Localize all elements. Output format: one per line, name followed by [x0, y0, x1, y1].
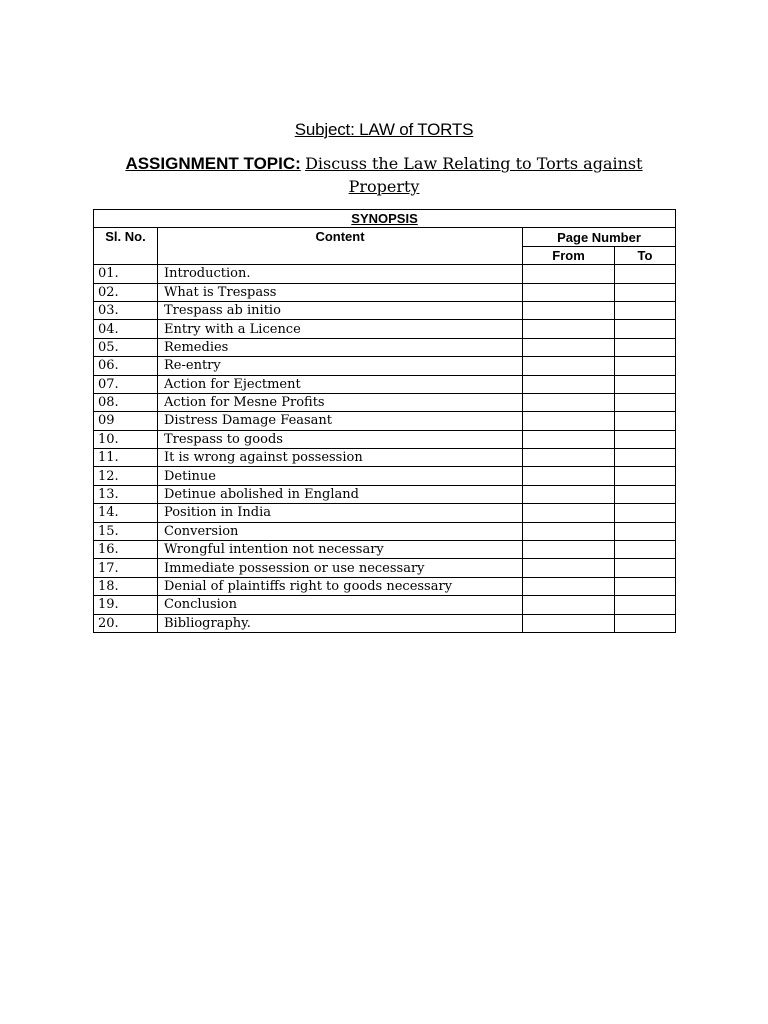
row-page-from	[523, 541, 615, 559]
row-number: 05.	[94, 338, 158, 356]
row-number: 17.	[94, 559, 158, 577]
row-page-from	[523, 485, 615, 503]
row-content: Position in India	[158, 504, 523, 522]
table-row	[94, 449, 676, 467]
row-number: 20.	[94, 614, 158, 632]
row-page-from	[523, 283, 615, 301]
table-row	[94, 614, 676, 632]
row-page-from	[523, 393, 615, 411]
row-page-from	[523, 559, 615, 577]
row-content: Denial of plaintiffs right to goods necessary	[158, 577, 523, 595]
assignment-topic-label: ASSIGNMENT TOPIC:	[125, 154, 301, 173]
row-number: 12.	[94, 467, 158, 485]
table-row	[94, 467, 676, 485]
row-content: Distress Damage Feasant	[158, 412, 523, 430]
row-page-from	[523, 301, 615, 319]
table-row	[94, 375, 676, 393]
row-number: 14.	[94, 504, 158, 522]
row-page-from	[523, 522, 615, 540]
row-page-to	[615, 412, 676, 430]
column-header-to: To	[615, 246, 676, 264]
row-page-to	[615, 614, 676, 632]
table-row	[94, 541, 676, 559]
row-number: 06.	[94, 357, 158, 375]
synopsis-rows	[94, 265, 676, 633]
row-page-to	[615, 283, 676, 301]
table-row	[94, 559, 676, 577]
table-row	[94, 393, 676, 411]
row-number: 03.	[94, 301, 158, 319]
row-content: Trespass ab initio	[158, 301, 523, 319]
row-content: Action for Ejectment	[158, 375, 523, 393]
row-page-from	[523, 265, 615, 283]
row-content: Conversion	[158, 522, 523, 540]
row-number: 11.	[94, 449, 158, 467]
subject-heading: Subject: LAW of TORTS	[294, 120, 474, 139]
row-content: Action for Mesne Profits	[158, 393, 523, 411]
row-content: Conclusion	[158, 596, 523, 614]
row-page-from	[523, 614, 615, 632]
table-row	[94, 412, 676, 430]
table-row	[94, 283, 676, 301]
row-number: 07.	[94, 375, 158, 393]
row-number: 19.	[94, 596, 158, 614]
row-number: 16.	[94, 541, 158, 559]
table-row	[94, 430, 676, 448]
row-page-to	[615, 265, 676, 283]
row-page-to	[615, 338, 676, 356]
table-row	[94, 301, 676, 319]
row-content: Remedies	[158, 338, 523, 356]
row-number: 09	[94, 412, 158, 430]
row-page-to	[615, 522, 676, 540]
row-page-from	[523, 412, 615, 430]
column-header-page-number: Page Number	[523, 228, 676, 246]
row-number: 18.	[94, 577, 158, 595]
row-number: 01.	[94, 265, 158, 283]
row-page-from	[523, 320, 615, 338]
row-content: It is wrong against possession	[158, 449, 523, 467]
column-header-from: From	[523, 246, 615, 264]
assignment-topic-text: Discuss the Law Relating to Torts against Property	[305, 154, 643, 196]
row-page-from	[523, 357, 615, 375]
row-page-to	[615, 430, 676, 448]
row-number: 10.	[94, 430, 158, 448]
row-page-to	[615, 596, 676, 614]
row-page-to	[615, 301, 676, 319]
row-page-from	[523, 577, 615, 595]
row-page-from	[523, 504, 615, 522]
table-row	[94, 320, 676, 338]
row-number: 04.	[94, 320, 158, 338]
row-page-to	[615, 357, 676, 375]
synopsis-table	[93, 209, 676, 633]
table-row	[94, 577, 676, 595]
row-content: What is Trespass	[158, 283, 523, 301]
row-page-to	[615, 577, 676, 595]
row-page-to	[615, 467, 676, 485]
row-content: Immediate possession or use necessary	[158, 559, 523, 577]
table-row	[94, 504, 676, 522]
row-content: Re-entry	[158, 357, 523, 375]
row-content: Detinue	[158, 467, 523, 485]
row-page-to	[615, 449, 676, 467]
table-row	[94, 357, 676, 375]
row-content: Introduction.	[158, 265, 523, 283]
row-page-to	[615, 485, 676, 503]
row-page-from	[523, 467, 615, 485]
row-number: 13.	[94, 485, 158, 503]
column-header-sl-no: Sl. No.	[94, 228, 158, 265]
row-content: Entry with a Licence	[158, 320, 523, 338]
row-content: Wrongful intention not necessary	[158, 541, 523, 559]
table-row	[94, 338, 676, 356]
row-page-from	[523, 338, 615, 356]
row-page-to	[615, 504, 676, 522]
row-page-from	[523, 430, 615, 448]
row-content: Bibliography.	[158, 614, 523, 632]
assignment-topic	[110, 152, 658, 198]
row-page-from	[523, 596, 615, 614]
table-row	[94, 596, 676, 614]
table-row	[94, 265, 676, 283]
row-number: 08.	[94, 393, 158, 411]
table-row	[94, 485, 676, 503]
row-number: 02.	[94, 283, 158, 301]
row-page-from	[523, 375, 615, 393]
row-content: Trespass to goods	[158, 430, 523, 448]
row-page-to	[615, 375, 676, 393]
table-row	[94, 522, 676, 540]
row-page-from	[523, 449, 615, 467]
row-page-to	[615, 541, 676, 559]
row-page-to	[615, 320, 676, 338]
column-header-content: Content	[158, 228, 523, 265]
row-page-to	[615, 393, 676, 411]
row-content: Detinue abolished in England	[158, 485, 523, 503]
row-number: 15.	[94, 522, 158, 540]
row-page-to	[615, 559, 676, 577]
synopsis-title: SYNOPSIS	[94, 210, 676, 228]
